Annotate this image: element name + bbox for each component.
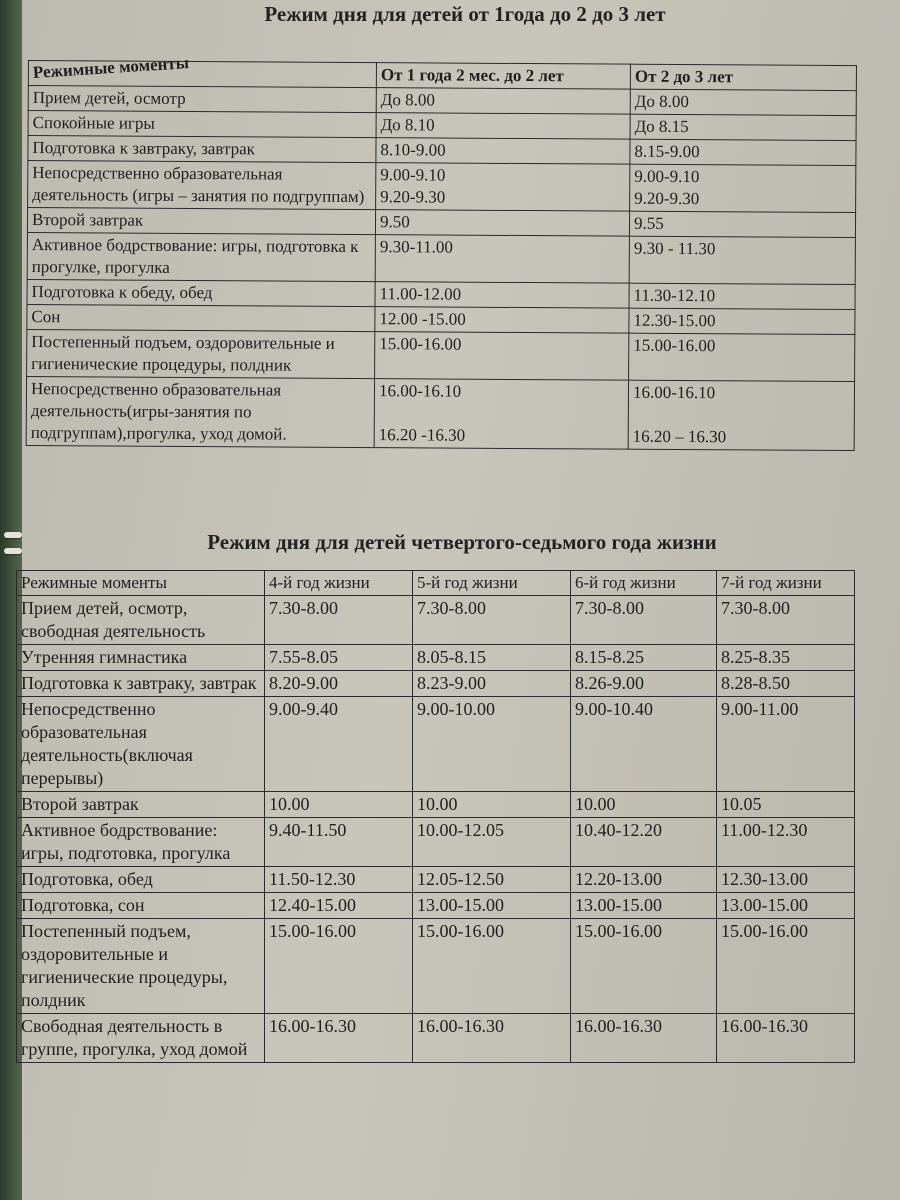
time-cell: 9.40-11.50 [265,818,413,867]
time-cell: 7.55-8.05 [265,645,413,671]
time-cell: 7.30-8.00 [571,596,717,645]
time-cell: 12.00 -15.00 [375,307,629,334]
table-row [17,792,855,818]
time-cell: 15.00-16.00 [413,919,571,1014]
table1-title: Режим дня для детей от 1года до 2 до 3 лет [264,2,666,26]
activity-cell: Подготовка, сон [17,893,265,919]
table-row [17,867,855,893]
time-cell: 9.00-10.00 [413,697,571,792]
table-row [17,818,855,867]
header-cell: От 2 до 3 лет [630,64,856,90]
time-cell: 12.30-13.00 [717,867,855,893]
time-cell: 15.00-16.00 [265,919,413,1014]
table2-title: Режим дня для детей четвертого-седьмого года жизни [207,530,717,554]
table-row [17,645,855,671]
time-cell: 10.00 [413,792,571,818]
activity-cell: Непосредственно образовательная деятельность(игры-занятия по подгруппам),прогулка, уход домой. [26,376,374,447]
time-cell: 15.00-16.00 [717,919,855,1014]
time-cell: 9.00-9.10 9.20-9.30 [630,164,856,212]
activity-cell: Свободная деятельность в группе, прогулка, уход домой [17,1014,265,1063]
activity-cell: Постепенный подъем, оздоровительные и гигиенические процедуры, полдник [27,329,375,378]
time-cell: 7.30-8.00 [265,596,413,645]
time-cell: 9.30 - 11.30 [629,236,855,284]
time-cell: 12.20-13.00 [571,867,717,893]
time-cell: 11.30-12.10 [629,283,855,309]
time-cell: 8.26-9.00 [571,671,717,697]
schedule-table-toddlers [26,53,857,451]
table-row [17,1014,855,1063]
activity-cell: Подготовка к завтраку, завтрак [28,136,376,163]
time-cell: 12.40-15.00 [265,893,413,919]
time-cell: 16.00-16.30 [571,1014,717,1063]
table-row [17,919,855,1014]
time-cell: 11.00-12.00 [375,282,629,309]
header-cell: 7-й год жизни [717,571,855,596]
time-cell: 8.28-8.50 [717,671,855,697]
header-cell: Режимные моменты [28,61,376,88]
activity-cell: Спокойные игры [28,111,376,138]
time-cell: До 8.10 [376,113,630,140]
time-cell: 12.05-12.50 [413,867,571,893]
time-cell: 16.00-16.30 [265,1014,413,1063]
time-cell: 9.00-11.00 [717,697,855,792]
table-row [28,161,856,213]
time-cell: 13.00-15.00 [571,893,717,919]
activity-cell: Прием детей, осмотр, свободная деятельность [17,596,265,645]
header-cell: 4-й год жизни [265,571,413,596]
time-cell: 8.05-8.15 [413,645,571,671]
table-row [17,671,855,697]
time-cell: 8.20-9.00 [265,671,413,697]
time-cell: 13.00-15.00 [413,893,571,919]
activity-cell: Подготовка к обеду, обед [27,279,375,306]
header-cell: От 1 года 2 мес. до 2 лет [376,63,630,90]
time-cell: 9.00-9.40 [265,697,413,792]
time-cell: 16.00-16.10 16.20 -16.30 [374,379,628,450]
activity-cell: Непосредственно образовательная деятельность(включая перерывы) [17,697,265,792]
time-cell: 8.15-9.00 [630,139,856,165]
time-cell: 9.30-11.00 [375,235,629,284]
activity-cell: Активное бодрствование: игры, подготовка, прогулка [17,818,265,867]
time-cell: 15.00-16.00 [375,332,629,381]
table-header-row [17,571,855,596]
activity-cell: Подготовка к завтраку, завтрак [17,671,265,697]
activity-cell: Прием детей, осмотр [28,86,376,113]
table-row [26,376,854,450]
time-cell: 8.10-9.00 [376,138,630,165]
time-cell: 9.00-9.10 9.20-9.30 [376,163,630,212]
time-cell: 13.00-15.00 [717,893,855,919]
time-cell: До 8.00 [376,88,630,115]
activity-cell: Подготовка, обед [17,867,265,893]
header-cell: 6-й год жизни [571,571,717,596]
time-cell: 9.55 [629,211,855,237]
activity-cell: Второй завтрак [17,792,265,818]
time-cell: 10.40-12.20 [571,818,717,867]
time-cell: 16.00-16.30 [717,1014,855,1063]
time-cell: 11.00-12.30 [717,818,855,867]
table-row [17,697,855,792]
time-cell: 7.30-8.00 [413,596,571,645]
time-cell: До 8.00 [630,89,856,115]
time-cell: 10.00 [571,792,717,818]
activity-cell: Постепенный подъем, оздоровительные и гигиенические процедуры, полдник [17,919,265,1014]
activity-cell: Второй завтрак [27,208,375,235]
table-row [27,329,855,381]
activity-cell: Сон [27,304,375,331]
time-cell: 8.23-9.00 [413,671,571,697]
time-cell: 10.05 [717,792,855,818]
table-row [17,893,855,919]
table-row [27,232,855,284]
schedule-table-preschool [16,570,855,1063]
activity-cell: Непосредственно образовательная деятельность (игры – занятия по подгруппам) [28,161,376,210]
time-cell: 10.00 [265,792,413,818]
time-cell: До 8.15 [630,114,856,140]
activity-cell: Активное бодрствование: игры, подготовка к прогулке, прогулка [27,232,375,281]
header-cell: Режимные моменты [17,571,265,596]
header-cell: 5-й год жизни [413,571,571,596]
time-cell: 15.00-16.00 [629,333,855,381]
time-cell: 10.00-12.05 [413,818,571,867]
time-cell: 8.15-8.25 [571,645,717,671]
time-cell: 16.00-16.30 [413,1014,571,1063]
time-cell: 9.50 [375,210,629,237]
time-cell: 9.00-10.40 [571,697,717,792]
table-row [17,596,855,645]
time-cell: 12.30-15.00 [629,308,855,334]
time-cell: 7.30-8.00 [717,596,855,645]
time-cell: 8.25-8.35 [717,645,855,671]
time-cell: 15.00-16.00 [571,919,717,1014]
activity-cell: Утренняя гимнастика [17,645,265,671]
time-cell: 16.00-16.10 16.20 – 16.30 [628,380,854,450]
time-cell: 11.50-12.30 [265,867,413,893]
